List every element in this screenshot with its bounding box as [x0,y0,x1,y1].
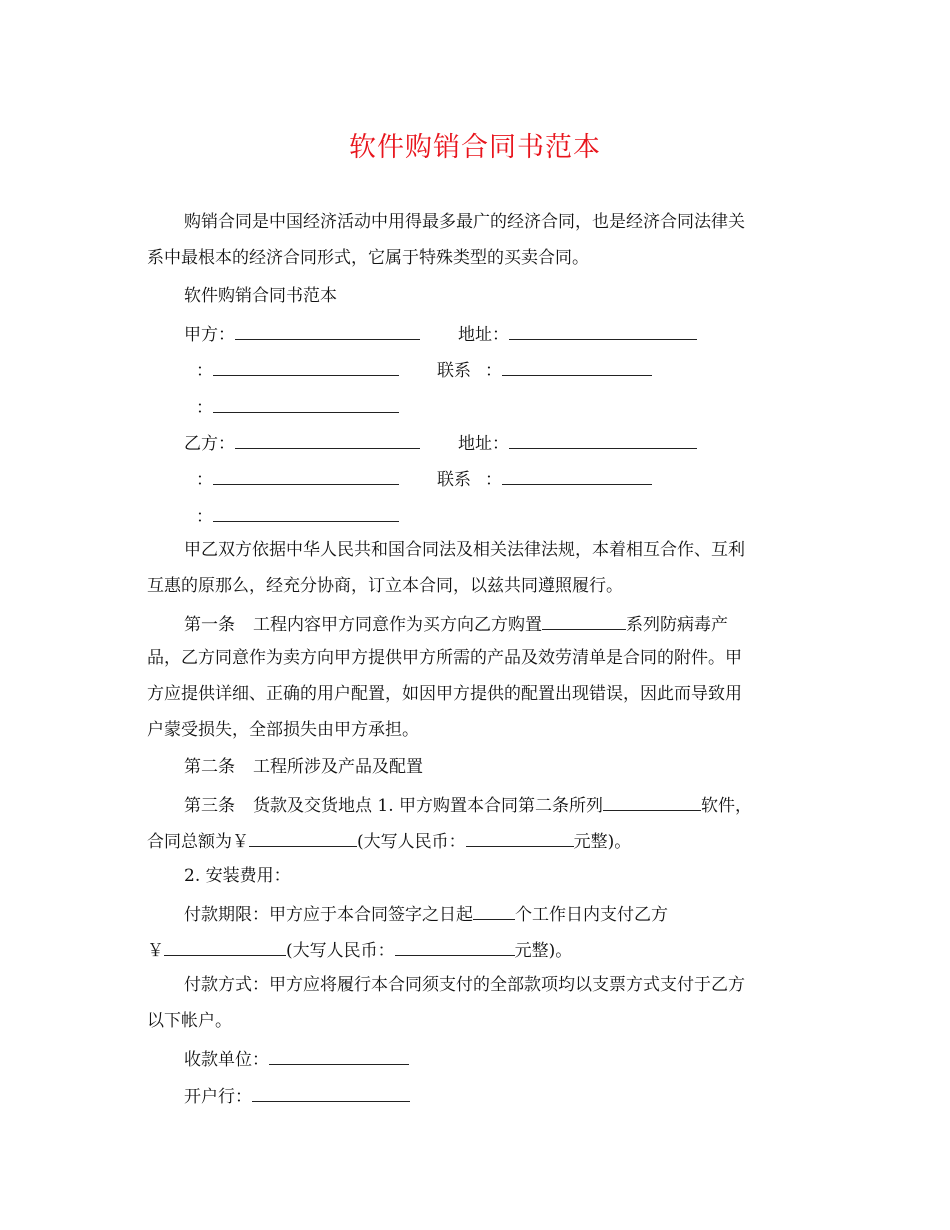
article-3-software-blank[interactable] [603,792,701,811]
article-3-total-label: 合同总额为￥ [147,832,249,852]
payment-term-amount-blank[interactable] [164,937,286,956]
intro-line-1: 购销合同是中国经济活动中用得最多最广的经济合同，也是经济合同法律关 [184,212,745,232]
party-a-row-3 [196,394,856,419]
payment-term-days-blank[interactable] [473,901,515,920]
party-a-contact-blank[interactable] [502,357,652,376]
party-b-blank-3[interactable] [213,503,399,522]
party-a-blank-2[interactable] [213,357,399,376]
payment-term-text-a: 付款期限：甲方应于本合同签字之日起 [184,905,473,925]
payment-term-uppercase-label: (大写人民币： [286,941,395,961]
payee-line [184,1046,844,1071]
article-1-series-blank[interactable] [542,611,626,630]
payee-blank[interactable] [269,1046,409,1065]
party-b-label: 乙方： [184,434,235,454]
party-a-colon-2: ： [196,398,213,418]
article-3-text-b: 软件， [701,796,753,816]
payment-term-yen: ￥ [147,941,164,961]
party-a-colon-1: ： [196,361,213,381]
party-a-contact-colon: ： [485,361,502,381]
article-3-total-blank[interactable] [249,828,357,847]
party-a-label: 甲方： [184,325,235,345]
party-b-address-label: 地址： [458,434,509,454]
payment-term-suffix: 元整)。 [514,941,573,961]
article-1-text-a: 工程内容甲方同意作为买方向乙方购置 [253,615,542,635]
article-2-label: 第二条 [184,757,235,777]
party-a-contact-label: 联系 [437,361,471,381]
article-3-line-2 [147,828,807,853]
party-b-blank-2[interactable] [213,466,399,485]
article-1-line-4: 户蒙受损失，全部损失由甲方承担。 [147,720,419,740]
party-b-row [184,430,844,455]
article-1-line-1 [184,611,844,636]
payment-term-line-1 [184,901,844,926]
payment-term-line-2 [147,937,807,962]
party-a-blank-3[interactable] [213,394,399,413]
party-a-address-label: 地址： [458,325,509,345]
payment-method-line-1: 付款方式：甲方应将履行本合同须支付的全部款项均以支票方式支付于乙方 [184,975,745,995]
party-a-row [184,321,844,346]
install-fee-line: 2. 安装费用： [184,866,291,886]
article-1-line-3: 方应提供详细、正确的用户配置，如因甲方提供的配置出现错误，因此而导致用 [147,684,742,704]
preamble-line-1: 甲乙双方依据中华人民共和国合同法及相关法律法规，本着相互合作、互利 [184,540,745,560]
party-a-name-blank[interactable] [235,321,420,340]
payee-label: 收款单位： [184,1050,269,1070]
party-b-address-blank[interactable] [509,430,697,449]
party-a-address-blank[interactable] [509,321,697,340]
article-1-line-2: 品，乙方同意作为卖方向甲方提供甲方所需的产品及效劳清单是合同的附件。甲 [147,648,742,668]
article-2-text: 工程所涉及产品及配置 [253,757,423,777]
intro-line-2: 系中最根本的经济合同形式，它属于特殊类型的买卖合同。 [147,248,589,268]
article-1-text-b: 系列防病毒产 [626,615,728,635]
article-3-suffix: 元整)。 [573,832,632,852]
subtitle: 软件购销合同书范本 [184,286,337,306]
article-3-text-a: 货款及交货地点 1. 甲方购置本合同第二条所列 [253,796,604,816]
party-b-name-blank[interactable] [235,430,420,449]
bank-blank[interactable] [252,1083,410,1102]
article-3-line-1 [184,792,844,817]
article-3-label: 第三条 [184,796,235,816]
payment-term-text-b: 个工作日内支付乙方 [515,905,668,925]
party-b-colon-1: ： [196,470,213,490]
party-b-contact-colon: ： [485,470,502,490]
preamble-line-2: 互惠的原那么，经充分协商，订立本合同，以兹共同遵照履行。 [147,576,623,596]
payment-term-uppercase-blank[interactable] [395,937,515,956]
article-2-line [184,756,844,778]
document-title: 软件购销合同书范本 [349,132,601,163]
party-b-row-3 [196,503,856,528]
party-a-row-2 [196,357,856,382]
party-b-contact-label: 联系 [437,470,471,490]
party-b-colon-2: ： [196,507,213,527]
article-3-uppercase-label: (大写人民币： [357,832,466,852]
party-b-row-2 [196,466,856,491]
party-b-contact-blank[interactable] [502,466,652,485]
article-3-uppercase-blank[interactable] [466,828,574,847]
payment-method-line-2: 以下帐户。 [147,1011,232,1031]
bank-line [184,1083,844,1108]
bank-label: 开户行： [184,1087,252,1107]
article-1-label: 第一条 [184,615,235,635]
